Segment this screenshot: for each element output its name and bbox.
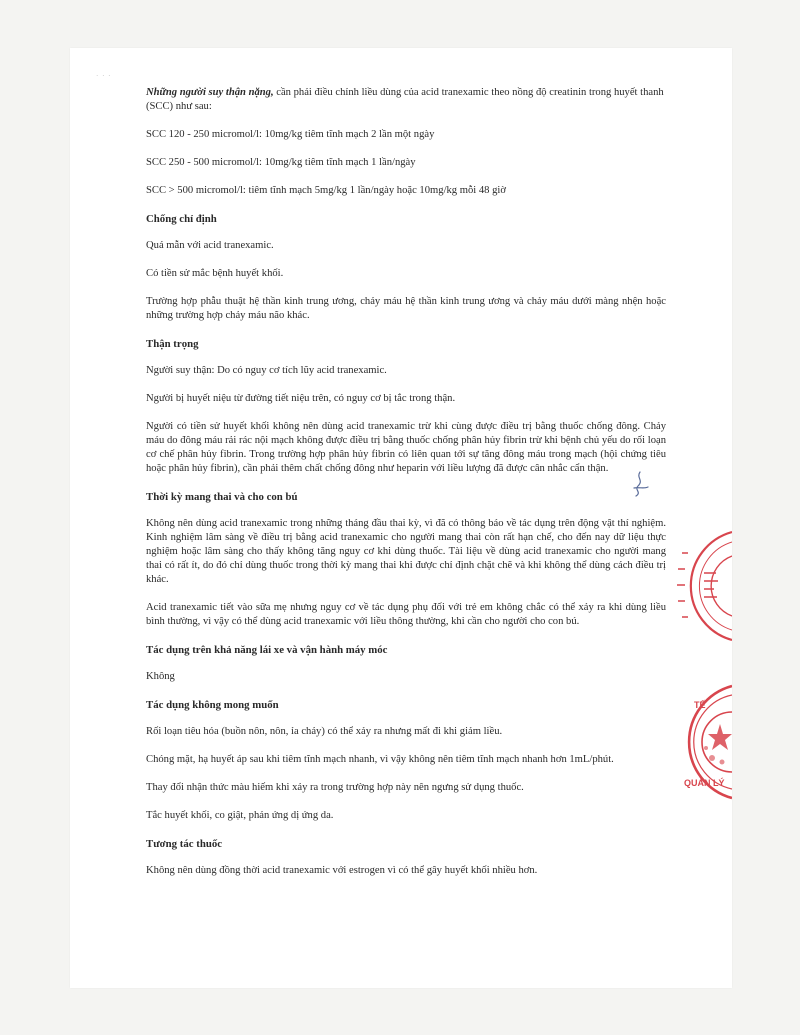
renal-dosing-intro — [146, 86, 666, 114]
seal-bottom-text: QUẢN LÝ — [684, 778, 725, 788]
contraindication-item: Quá mẫn với acid tranexamic. — [146, 240, 274, 251]
contraindication-item: Có tiền sử mắc bệnh huyết khối. — [146, 268, 284, 279]
side-effect-item: Chóng mặt, hạ huyết áp sau khi tiêm tĩnh mạch nhanh, vì vậy không nên tiêm tĩnh mạch nhanh hơn 1mL/phút. — [146, 754, 614, 765]
signature-mark — [628, 470, 652, 500]
contraindications-heading: Chống chỉ định — [146, 213, 217, 225]
document-content — [146, 86, 666, 892]
interaction-item: Không nên dùng đồng thời acid tranexamic với estrogen vì có thể gây huyết khối nhiều hơn. — [146, 865, 538, 876]
dosing-line-3: SCC > 500 micromol/l: tiêm tĩnh mạch 5mg/kg 1 lần/ngày hoặc 10mg/kg mỗi 48 giờ — [146, 185, 506, 196]
precautions-heading: Thận trọng — [146, 338, 199, 350]
seal-lower — [662, 682, 732, 802]
interactions-heading: Tương tác thuốc — [146, 838, 223, 850]
side-effect-item: Rối loạn tiêu hóa (buồn nôn, nôn, ỉa chảy) có thể xảy ra nhưng mất đi khi giảm liều. — [146, 726, 503, 737]
contraindication-item: Trường hợp phẫu thuật hệ thần kinh trung ương, chảy máu hệ thần kinh trung ương và chảy máu dưới màng nhện hoặc những trường hợp chảy máu não khác. — [146, 296, 666, 321]
pregnancy-heading: Thời kỳ mang thai và cho con bú — [146, 491, 298, 503]
pregnancy-item: Không nên dùng acid tranexamic trong những tháng đầu thai kỳ, vì đã có thông báo về tác dụng trên động vật thí nghiệm. Kinh nghiệm lâm sàng về điều trị bằng acid tranexamic cho người mang thai còn rất hạn chế, cho đến nay dữ liệu thực nghiệm hoặc lâm sàng cho thấy không tăng nguy cơ khi dùng thuốc. Tài liệu về dùng acid tranexamic cho người mang thai có rất ít, do đó chỉ dùng thuốc trong thời kỳ mang thai khi được chỉ định chặt chẽ và khi không thể dùng cách điều trị khác. — [146, 518, 666, 585]
side-effect-item: Tắc huyết khối, co giật, phản ứng dị ứng da. — [146, 810, 334, 821]
dosing-line-2: SCC 250 - 500 micromol/l: 10mg/kg tiêm tĩnh mạch 1 lần/ngày — [146, 157, 416, 168]
pregnancy-item: Acid tranexamic tiết vào sữa mẹ nhưng nguy cơ về tác dụng phụ đối với trẻ em không chắc có thể xảy ra khi dùng liều bình thường, vì vậy có thể dùng acid tranexamic với liều thông thường, khi cần cho người cho con bú. — [146, 602, 666, 627]
side-effect-item: Thay đổi nhận thức màu hiếm khi xảy ra trong trường hợp này nên ngưng sử dụng thuốc. — [146, 782, 524, 793]
precaution-item: Người suy thận: Do có nguy cơ tích lũy acid tranexamic. — [146, 365, 387, 376]
side-effects-heading: Tác dụng không mong muốn — [146, 699, 279, 711]
scan-mark: · · · — [96, 72, 112, 80]
precaution-item: Người bị huyết niệu từ đường tiết niệu trên, có nguy cơ bị tắc trong thận. — [146, 393, 456, 404]
driving-item: Không — [146, 671, 175, 682]
precaution-item: Người có tiền sử huyết khối không nên dùng acid tranexamic trừ khi cùng được điều trị bằng thuốc chống đông. Chảy máu do đông máu rải rác nội mạch không được điều trị bằng thuốc chống phân hủy fibrin trừ khi bệnh chủ yếu do rối loạn cơ chế phân hủy fibrin. Trong trường hợp phân hủy fibrin có liên quan tới sự tăng đông máu trong mạch (hội chứng tiêu hoặc phân hủy fibrin), cần phải thêm chất chống đông như heparin với liều lượng đã được cân nhắc cẩn thận. — [146, 421, 666, 474]
intro-emphasis: Những người suy thận nặng, — [146, 87, 274, 98]
stamp-upper — [668, 528, 732, 644]
seal-top-text: TẾ — [694, 700, 706, 710]
dosing-line-1: SCC 120 - 250 micromol/l: 10mg/kg tiêm tĩnh mạch 2 lần một ngày — [146, 129, 435, 140]
driving-heading: Tác dụng trên khả năng lái xe và vận hành máy móc — [146, 644, 388, 656]
intro-text: cần phải điều chỉnh liều dùng của acid tranexamic theo nồng độ creatinin trong huyết thanh (SCC) như sau: — [146, 87, 664, 112]
